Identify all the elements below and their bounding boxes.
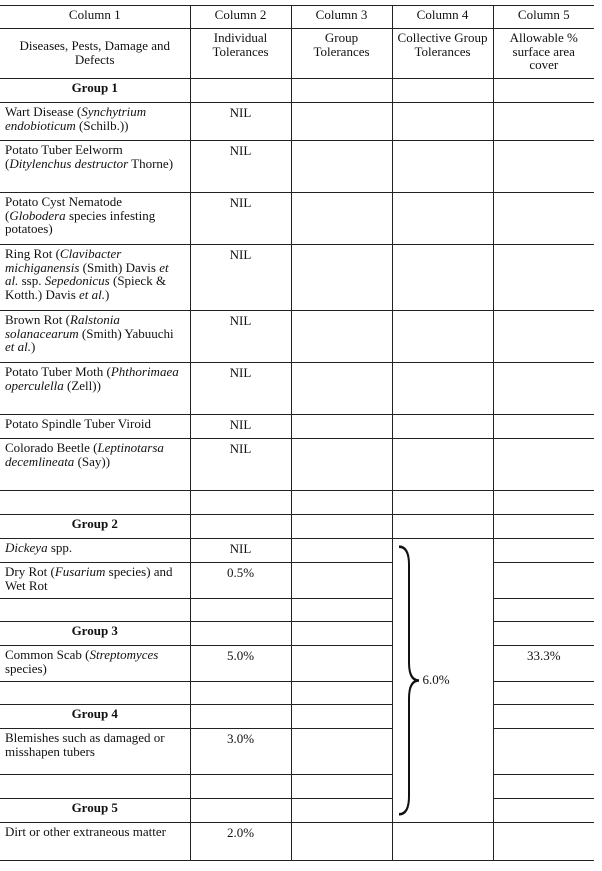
column-title-row [0,29,594,79]
eelworm-cell: Potato Tuber Eelworm (Ditylenchus destructor Thorne) [0,141,190,193]
allowable-surface-cover: 33.3% [493,646,594,682]
col2-header: Column 2 [190,6,291,29]
individual-tolerance: 0.5% [190,563,291,599]
table-row [0,823,594,861]
table-row [0,363,594,415]
group-row [0,79,594,103]
group-1-label: Group 1 [0,79,190,103]
spacer-row [0,775,594,799]
group-row [0,799,594,823]
group-row [0,515,594,539]
cyst-nematode-cell: Potato Cyst Nematode (Globodera species infesting potatoes) [0,193,190,245]
dirt-cell: Dirt or other extraneous matter [0,823,190,861]
col3-header: Column 3 [291,6,392,29]
curly-brace-icon [397,539,423,822]
spacer-row [0,491,594,515]
colorado-beetle-cell: Colorado Beetle (Leptinotarsa decemlineata (Say)) [0,439,190,491]
brown-rot-cell: Brown Rot (Ralstonia solanacearum (Smith) Yabuuchi et al.) [0,311,190,363]
group-row [0,622,594,646]
table-row [0,539,594,563]
table-row [0,415,594,439]
col2-title: Individual Tolerances [190,29,291,79]
col1-header: Column 1 [0,6,190,29]
col4-header: Column 4 [392,6,493,29]
col5-header: Column 5 [493,6,594,29]
individual-tolerance: 3.0% [190,729,291,775]
table-row [0,646,594,682]
spacer-row [0,599,594,622]
blemishes-cell: Blemishes such as damaged or misshapen tubers [0,729,190,775]
ring-rot-cell: Ring Rot (Clavibacter michiganensis (Smith) Davis et al. ssp. Sepedonicus (Spieck & Kotth.) Davis et al.) [0,245,190,311]
tuber-moth-cell: Potato Tuber Moth (Phthorimaea operculella (Zell)) [0,363,190,415]
common-scab-cell: Common Scab (Streptomyces species) [0,646,190,682]
tolerance-table [0,5,594,861]
col4-title: Collective Group Tolerances [392,29,493,79]
group-4-label: Group 4 [0,705,190,729]
individual-tolerance: NIL [190,193,291,245]
table-row [0,439,594,491]
individual-tolerance: NIL [190,539,291,563]
individual-tolerance: NIL [190,363,291,415]
individual-tolerance: NIL [190,245,291,311]
table-row [0,729,594,775]
table-row [0,141,594,193]
individual-tolerance: NIL [190,311,291,363]
individual-tolerance: NIL [190,103,291,141]
collective-group-tolerance [392,539,493,823]
column-number-row [0,6,594,29]
wart-disease-cell: Wart Disease (Synchytrium endobioticum (Schilb.)) [0,103,190,141]
group-5-label: Group 5 [0,799,190,823]
individual-tolerance: 2.0% [190,823,291,861]
spacer-row [0,682,594,705]
dry-rot-cell: Dry Rot (Fusarium species) and Wet Rot [0,563,190,599]
collective-value: 6.0% [422,672,450,688]
dickeya-cell: Dickeya spp. [0,539,190,563]
col3-title: Group Tolerances [291,29,392,79]
table-row [0,563,594,599]
individual-tolerance: NIL [190,141,291,193]
individual-tolerance: NIL [190,415,291,439]
group-row [0,705,594,729]
spindle-viroid-cell: Potato Spindle Tuber Viroid [0,415,190,439]
individual-tolerance: 5.0% [190,646,291,682]
table-row [0,103,594,141]
individual-tolerance: NIL [190,439,291,491]
group-3-label: Group 3 [0,622,190,646]
col1-title: Diseases, Pests, Damage and Defects [0,29,190,79]
group-2-label: Group 2 [0,515,190,539]
col5-title: Allowable % surface area cover [493,29,594,79]
table-row [0,193,594,245]
table-row [0,245,594,311]
table-row [0,311,594,363]
